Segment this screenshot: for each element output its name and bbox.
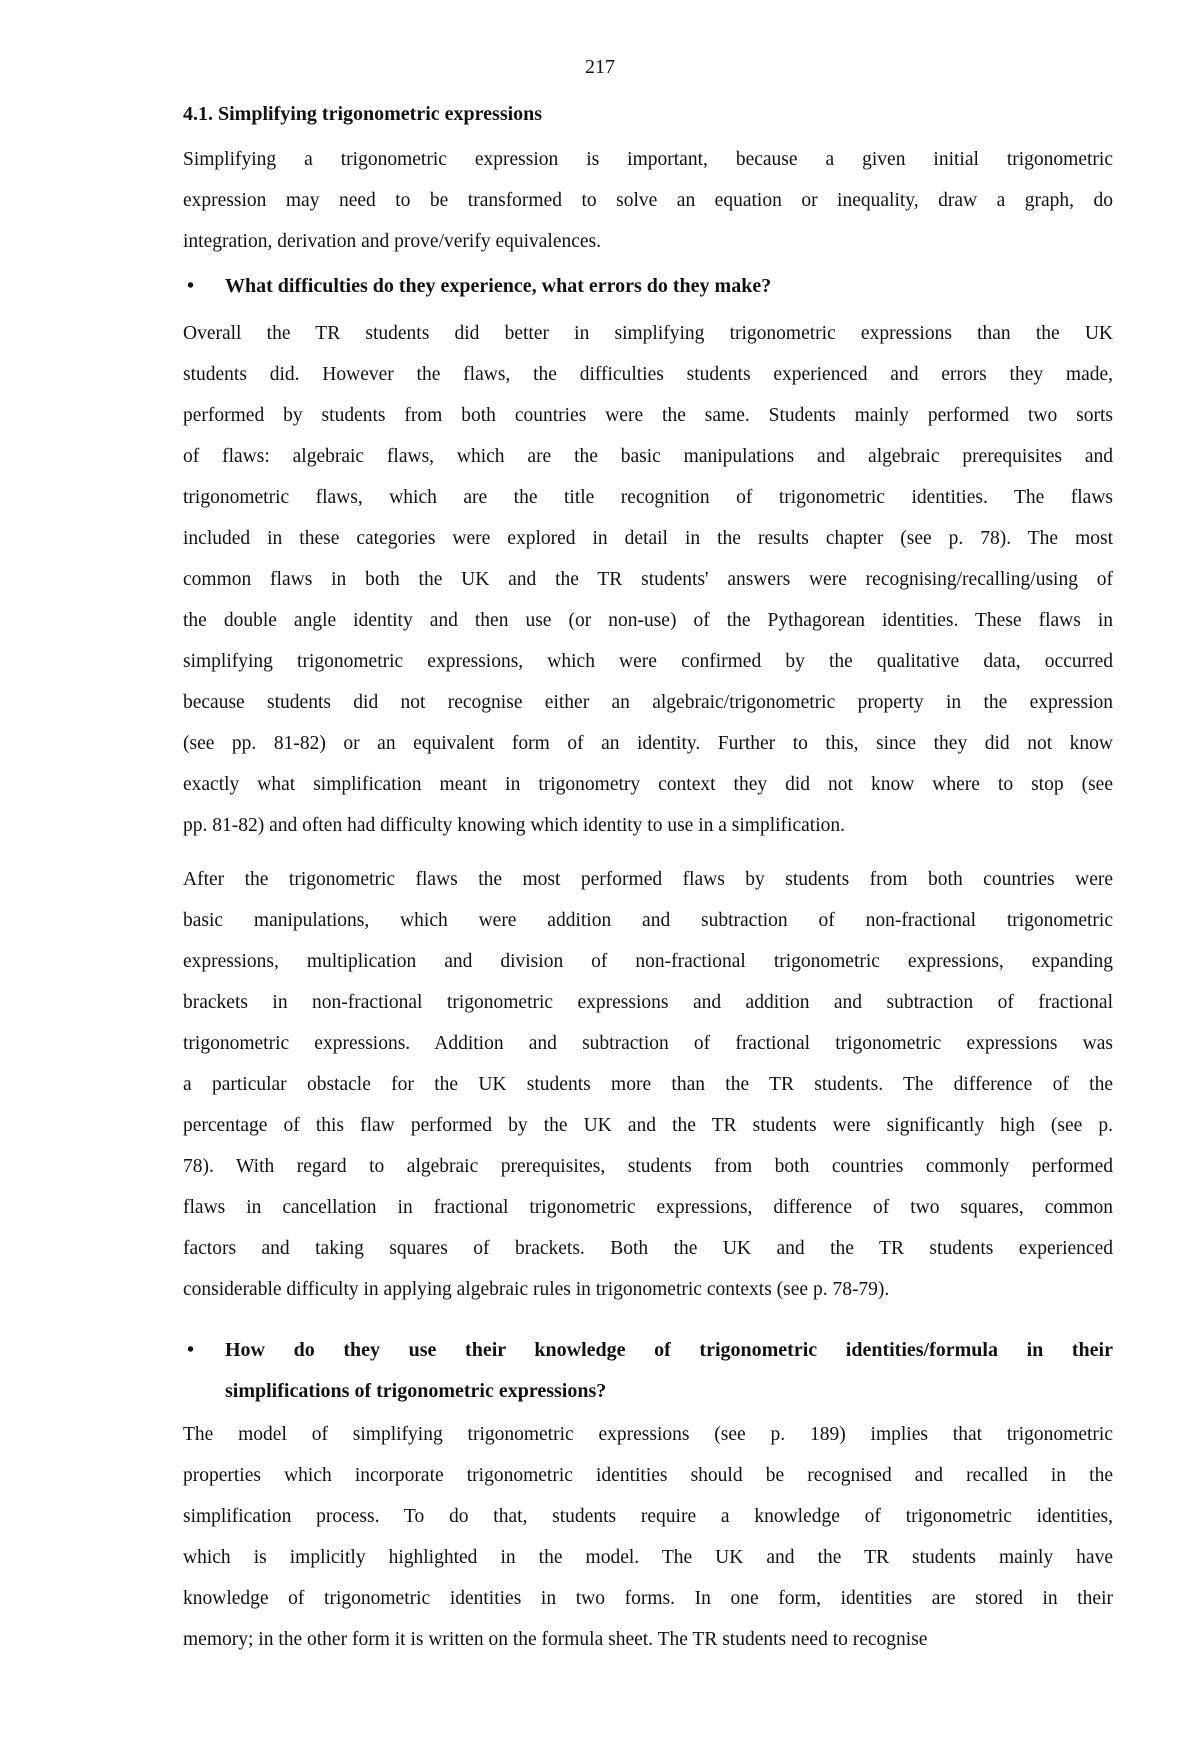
text-line: simplifying trigonometric expressions, which were confirmed by the qualitative data, occurred: [183, 651, 1113, 672]
text-line: trigonometric flaws, which are the title recognition of trigonometric identities. The flaws: [183, 487, 1113, 508]
text-line: exactly what simplification meant in trigonometry context they did not know where to stop (see: [183, 774, 1113, 795]
text-line: integration, derivation and prove/verify equivalences.: [183, 231, 602, 252]
text-line: The model of simplifying trigonometric expressions (see p. 189) implies that trigonometric: [183, 1424, 1113, 1445]
text-line: of flaws: algebraic flaws, which are the basic manipulations and algebraic prerequisites and: [183, 446, 1113, 467]
text-line: pp. 81-82) and often had difficulty knowing which identity to use in a simplification.: [183, 815, 845, 836]
text-line: the double angle identity and then use (or non-use) of the Pythagorean identities. These flaws in: [183, 610, 1113, 631]
text-line: trigonometric expressions. Addition and subtraction of fractional trigonometric expressions was: [183, 1033, 1113, 1054]
paragraph-basic-manipulations: [183, 859, 1113, 1310]
text-line: included in these categories were explored in detail in the results chapter (see p. 78). The most: [183, 528, 1113, 549]
text-line: properties which incorporate trigonometric identities should be recognised and recalled in the: [183, 1465, 1113, 1486]
bullet-icon: •: [187, 275, 195, 297]
text-line: 78). With regard to algebraic prerequisites, students from both countries commonly performed: [183, 1156, 1113, 1177]
text-line: simplifications of trigonometric expressions?: [225, 1380, 607, 1402]
intro-paragraph: [183, 139, 1113, 262]
bullet-icon: •: [187, 1339, 195, 1361]
text-line: factors and taking squares of brackets. Both the UK and the TR students experienced: [183, 1238, 1113, 1259]
paragraph-flaws: [183, 313, 1113, 846]
text-line: After the trigonometric flaws the most performed flaws by students from both countries were: [183, 869, 1113, 890]
text-line: How do they use their knowledge of trigonometric identities/formula in their: [225, 1339, 1113, 1361]
text-line: simplification process. To do that, students require a knowledge of trigonometric identities,: [183, 1506, 1113, 1527]
text-line: because students did not recognise either an algebraic/trigonometric property in the expression: [183, 692, 1113, 713]
page-number: 217: [585, 56, 615, 78]
text-line: basic manipulations, which were addition and subtraction of non-fractional trigonometric: [183, 910, 1113, 931]
question-heading-1: [183, 266, 1113, 307]
section-heading: 4.1. Simplifying trigonometric expressions: [183, 103, 543, 125]
question-1-text: What difficulties do they experience, what errors do they make?: [225, 275, 772, 297]
text-line: performed by students from both countries were the same. Students mainly performed two sorts: [183, 405, 1113, 426]
text-line: which is implicitly highlighted in the model. The UK and the TR students mainly have: [183, 1547, 1113, 1568]
text-line: Simplifying a trigonometric expression is important, because a given initial trigonometric: [183, 149, 1113, 170]
text-line: brackets in non-fractional trigonometric expressions and addition and subtraction of fractional: [183, 992, 1113, 1013]
question-2-text: [225, 1330, 1113, 1412]
text-line: common flaws in both the UK and the TR students' answers were recognising/recalling/using of: [183, 569, 1113, 590]
text-line: (see pp. 81-82) or an equivalent form of an identity. Further to this, since they did not know: [183, 733, 1113, 754]
question-heading-2: [183, 1330, 1113, 1412]
text-line: a particular obstacle for the UK students more than the TR students. The difference of the: [183, 1074, 1113, 1095]
text-line: expressions, multiplication and division of non-fractional trigonometric expressions, expanding: [183, 951, 1113, 972]
text-line: students did. However the flaws, the difficulties students experienced and errors they made,: [183, 364, 1113, 385]
text-line: flaws in cancellation in fractional trigonometric expressions, difference of two squares, common: [183, 1197, 1113, 1218]
text-line: knowledge of trigonometric identities in two forms. In one form, identities are stored in their: [183, 1588, 1113, 1609]
text-line: considerable difficulty in applying algebraic rules in trigonometric contexts (see p. 78-79).: [183, 1279, 890, 1300]
text-line: expression may need to be transformed to solve an equation or inequality, draw a graph, do: [183, 190, 1113, 211]
text-line: percentage of this flaw performed by the UK and the TR students were significantly high (see p.: [183, 1115, 1113, 1136]
text-line: Overall the TR students did better in simplifying trigonometric expressions than the UK: [183, 323, 1113, 344]
paragraph-model: [183, 1414, 1113, 1660]
text-line: memory; in the other form it is written on the formula sheet. The TR students need to recognise: [183, 1629, 928, 1650]
